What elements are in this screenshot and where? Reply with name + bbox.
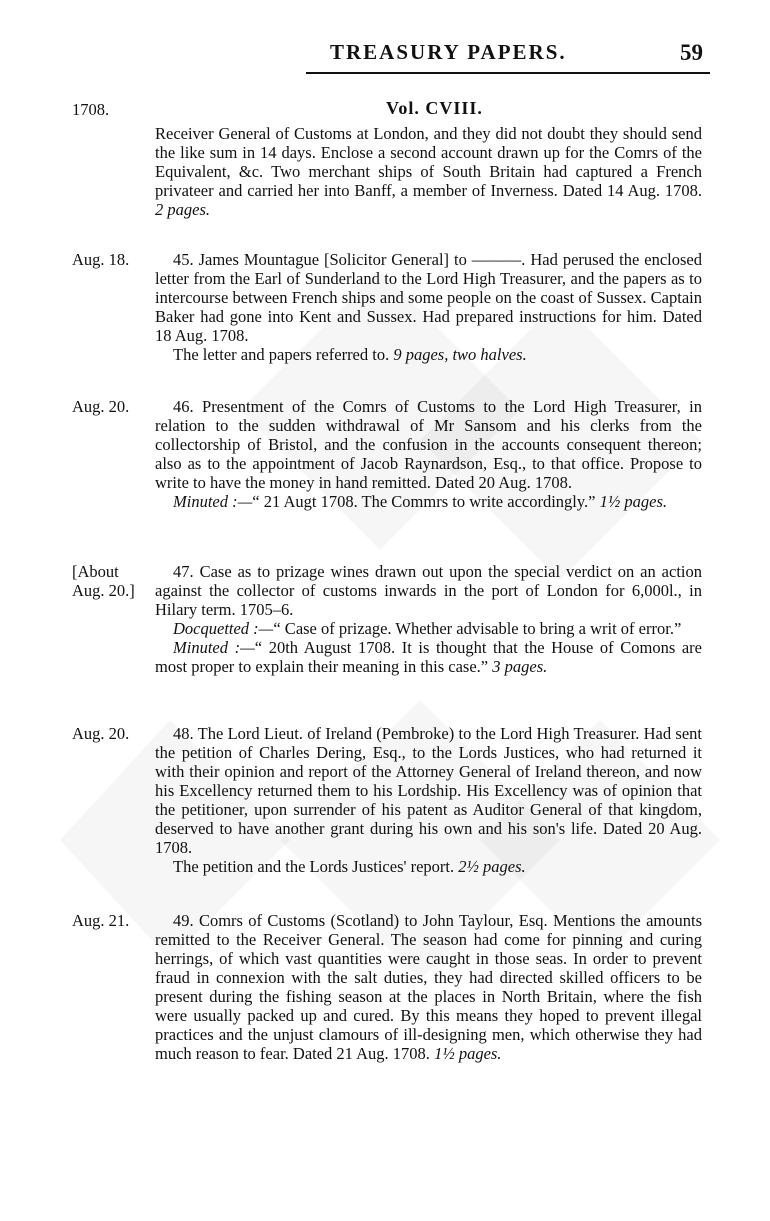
entry-date: Aug. 21.	[72, 911, 130, 930]
entry-date: Aug. 20.	[72, 397, 130, 416]
paragraph-text: “ 21 Augt 1708. The Commrs to write accordingly.”	[252, 492, 600, 511]
paragraph-text: Receiver General of Customs at London, and they did not doubt they should send the like sum in 14 days. Enclose a second account drawn up for the Comrs of the Equivalent, &c. Two merchant ships of South Britain had captured a French privateer and carried her into Banff, a member of Inverness. Dated 14 Aug. 1708.	[155, 124, 702, 200]
entry-paragraph	[155, 492, 702, 511]
entry-paragraph	[155, 724, 702, 857]
entry-body	[155, 724, 702, 876]
entry-body	[155, 562, 702, 676]
page-count: 2 pages.	[155, 200, 210, 219]
entry-body	[155, 124, 702, 219]
volume-heading: Vol. CVIII.	[386, 98, 483, 118]
paragraph-text: 48. The Lord Lieut. of Ireland (Pembroke) to the Lord High Treasurer. Had sent the petition of Charles Dering, Esq., to the Lords Justices, who had returned it with their opinion and report of the Attorney General of Ireland thereon, and now his Excellency returned them to his Lordship. His Excellency was of opinion that the petitioner, upon surrender of his patent as Auditor General of that kingdom, deserved to have another grant during his own and his son's life. Dated 20 Aug. 1708.	[155, 724, 702, 857]
entry	[0, 100, 770, 219]
paragraph-text: 46. Presentment of the Comrs of Customs to the Lord High Treasurer, in relation to the sudden withdrawal of Mr Sansom and his clerks from the collectorship of Bristol, and the confusion in the accounts consequent thereon; also as to the appointment of Jacob Raynardson, Esq., to that office. Propose to write to have the money in hand remitted. Dated 20 Aug. 1708.	[155, 397, 702, 492]
entry-body	[155, 250, 702, 364]
entry-date: Aug. 20.	[72, 724, 130, 743]
paragraph-text: 47. Case as to prizage wines drawn out upon the special verdict on an action against the collector of customs inwards in the port of London for 6,000l., in Hilary term. 1705–6.	[155, 562, 702, 619]
page-number: 59	[680, 40, 703, 65]
paragraph-text: “ 20th August 1708. It is thought that the House of Comons are most proper to explain their meaning in this case.”	[155, 638, 702, 676]
entry-paragraph	[155, 638, 702, 676]
entry	[0, 250, 770, 364]
page-count: 1½ pages.	[599, 492, 668, 511]
entry-paragraph	[155, 345, 702, 364]
page-count: 9 pages, two halves.	[393, 345, 527, 364]
entry-paragraph	[155, 562, 702, 619]
page-count: 2½ pages.	[458, 857, 526, 876]
entry	[0, 562, 770, 676]
running-title: TREASURY PAPERS.	[330, 40, 567, 64]
entry-date: 1708.	[72, 100, 110, 119]
page-count: 1½ pages.	[434, 1044, 502, 1063]
paragraph-text: 45. James Mountague [Solicitor General] to ———. Had perused the enclosed letter from the Earl of Sunderland to the Lord High Treasurer, and the papers as to intercourse between French ships and some people on the coast of Sussex. Captain Baker had gone into Kent and Sussex. Had prepared instructions for him. Dated 18 Aug. 1708.	[155, 250, 702, 345]
paragraph-text: 49. Comrs of Customs (Scotland) to John Taylour, Esq. Mentions the amounts remitted to the Receiver General. The season had come for pinning and curing herrings, of which vast quantities were caught in those seas. In order to prevent fraud in connexion with the salt duties, they had directed skilled officers to be present during the fishing season at the places in North Britain, where the fish were usually packed up and cured. By this means they hoped to prevent illegal practices and the unjust clamours of ill-designing men, which otherwise they had much reason to fear. Dated 21 Aug. 1708.	[155, 911, 702, 1063]
paragraph-lead: Minuted :—	[173, 492, 253, 511]
entry	[0, 724, 770, 876]
header-rule	[306, 72, 710, 74]
entry-date: [About Aug. 20.]	[72, 562, 135, 600]
entry-body	[155, 397, 702, 511]
entry-paragraph	[155, 250, 702, 345]
entry-paragraph	[155, 397, 702, 492]
paragraph-lead: Minuted :—	[173, 638, 255, 657]
paragraph-text: “ Case of prizage. Whether advisable to bring a writ of error.”	[273, 619, 682, 638]
paragraph-lead: Docquetted :—	[173, 619, 274, 638]
paragraph-text: The petition and the Lords Justices' report.	[173, 857, 459, 876]
entry-paragraph	[155, 124, 702, 219]
entry-date: Aug. 18.	[72, 250, 130, 269]
paragraph-text: The letter and papers referred to.	[173, 345, 394, 364]
entry-paragraph	[155, 911, 702, 1063]
entry-body	[155, 911, 702, 1063]
entry	[0, 397, 770, 511]
running-head	[0, 40, 770, 70]
entry	[0, 911, 770, 1063]
entry-paragraph	[155, 619, 702, 638]
page-count: 3 pages.	[492, 657, 548, 676]
entry-paragraph	[155, 857, 702, 876]
